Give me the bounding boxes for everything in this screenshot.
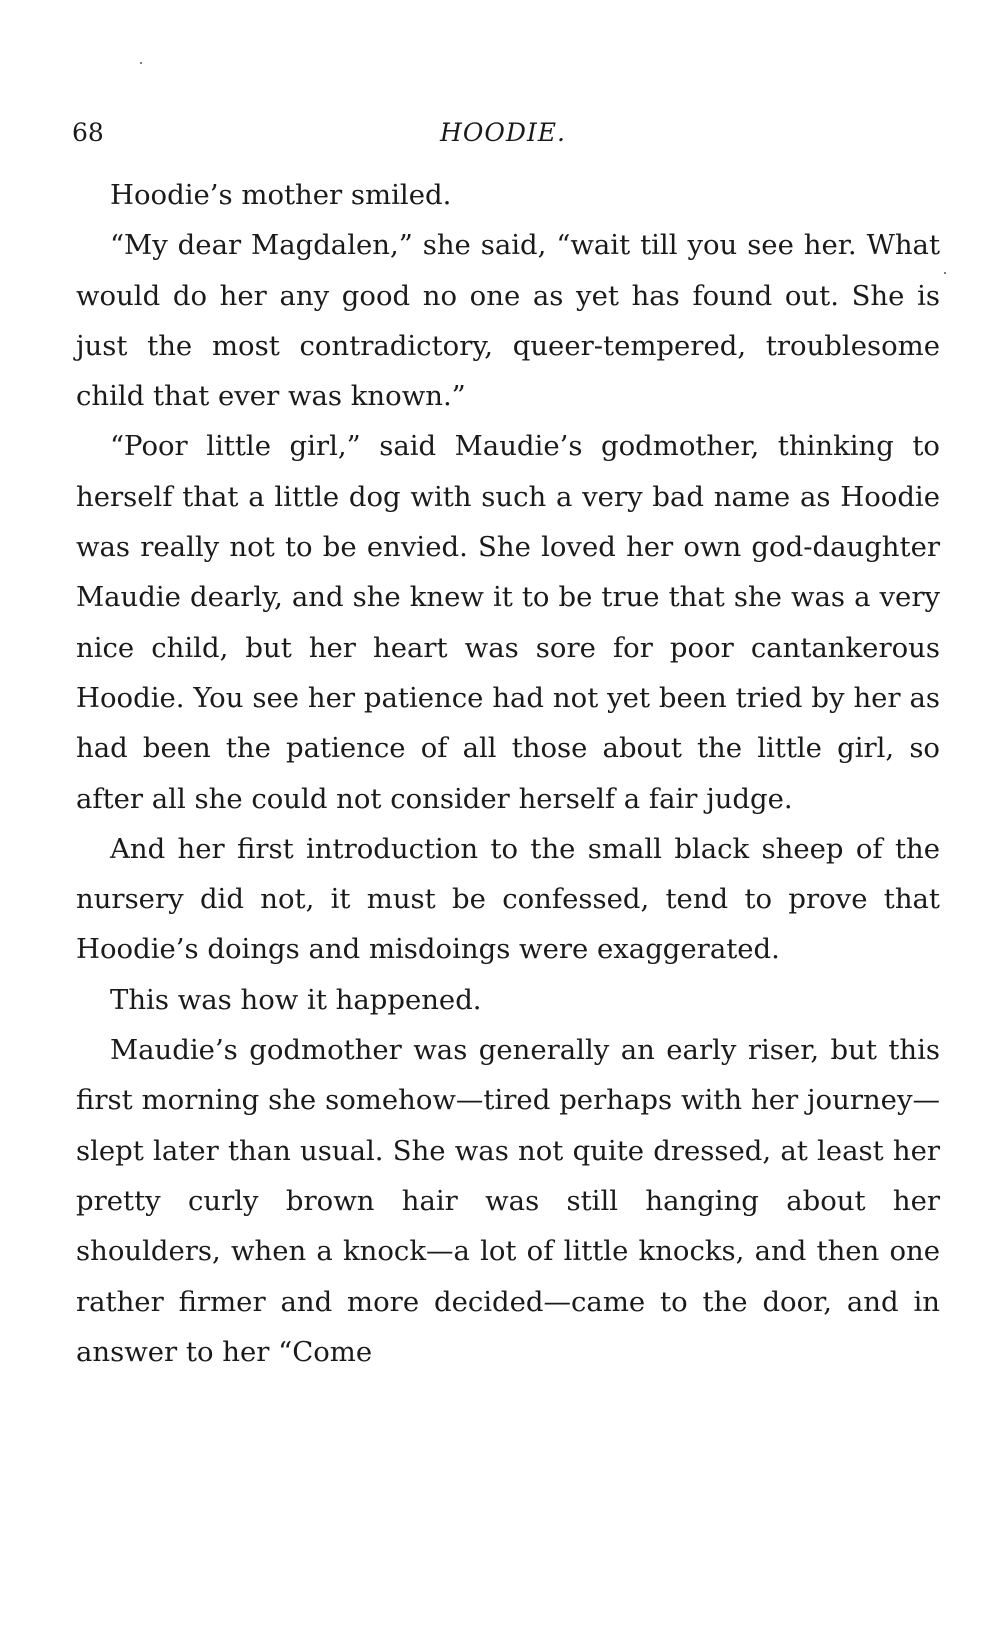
print-speck <box>944 272 946 274</box>
paragraph: And her first introduction to the small black sheep of the nursery did not, it must be confessed, tend to prove that Hoodie’s doings and misdoings were exaggerated. <box>76 832 940 966</box>
paragraph: This was how it happened. <box>110 983 482 1016</box>
paragraph: “My dear Magdalen,” she said, “wait till you see her. What would do her any good no one as yet has found out. She is just the most contradictory, queer-tempered, troublesome child that ever was known.” <box>76 229 940 413</box>
print-speck <box>140 62 142 64</box>
page-header <box>72 118 934 158</box>
paragraph: “Poor little girl,” said Maudie’s godmother, thinking to herself that a little dog with such a very bad name as Hoodie was really not to be envied. She loved her own god-daughter Maudie dearly, and she knew it to be true that she was a very nice child, but her heart was sore for poor cantankerous Hoodie. You see her patience had not yet been tried by her as had been the patience of all those about the little girl, so after all she could not consider herself a fair judge. <box>76 430 940 815</box>
paragraph: Maudie’s godmother was generally an early riser, but this first morning she somehow—tired perhaps with her journey—slept later than usual. She was not quite dressed, at least her pretty curly brown hair was still hanging about her shoulders, when a knock—a lot of little knocks, and then one rather firmer and more decided—came to the door, and in answer to her “Come <box>76 1034 940 1368</box>
page-number: 68 <box>72 118 104 147</box>
running-title: HOODIE. <box>440 118 566 147</box>
paragraph: Hoodie’s mother smiled. <box>110 179 452 211</box>
body-text <box>76 170 940 1377</box>
